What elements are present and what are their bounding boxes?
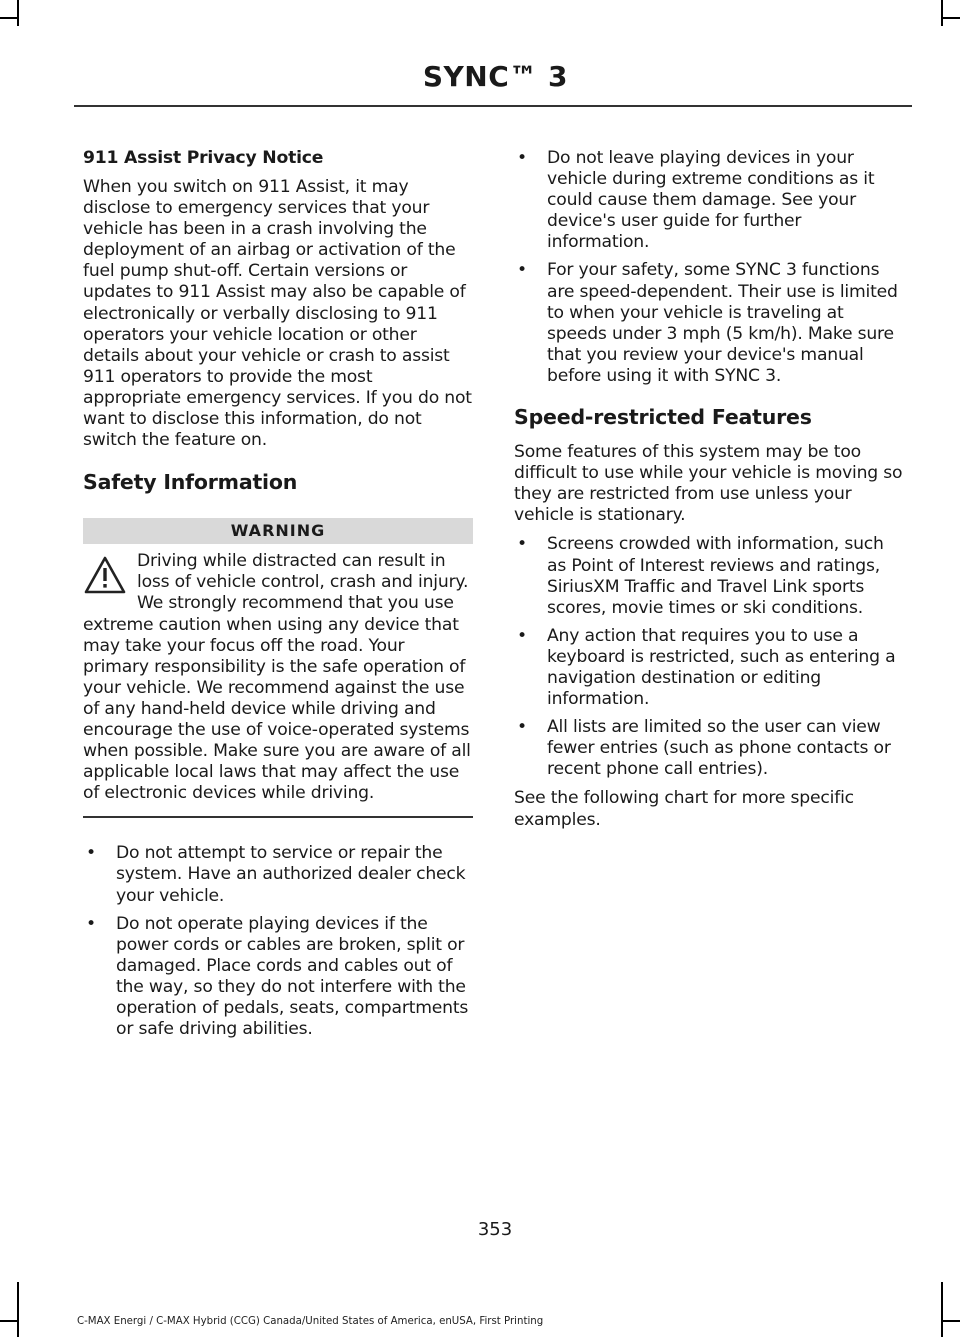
warning-bottom-rule [83, 816, 473, 818]
right-column [514, 148, 908, 831]
list-item: • Do not attempt to service or repair the system. Have an authorized dealer check your vehicle. [86, 843, 466, 906]
warning-label: WARNING [83, 518, 473, 544]
closing-paragraph: See the following chart for more specific examples. [514, 788, 854, 830]
header-divider [74, 105, 912, 107]
privacy-notice-heading: 911 Assist Privacy Notice [83, 148, 324, 168]
bullet-glyph: • [517, 534, 527, 555]
speed-restricted-intro: Some features of this system may be too difficult to use while your vehicle is moving so they are restricted from use unless your vehicle is stationary. [514, 442, 903, 526]
crop-mark-top-right [941, 0, 943, 26]
bullet-glyph: • [86, 913, 96, 934]
speed-restricted-heading: Speed-restricted Features [514, 405, 812, 430]
bullet-glyph: • [517, 625, 527, 646]
safety-bullet-list [83, 843, 473, 1040]
device-bullet-list [514, 148, 908, 387]
page-number: 353 [477, 1219, 513, 1240]
list-item: • Any action that requires you to use a keyboard is restricted, such as entering a navigation destination or editing information. [517, 625, 896, 710]
crop-mark-top-left [17, 0, 19, 26]
speed-bullet-list [514, 534, 908, 780]
crop-mark-bottom-left [17, 1282, 19, 1337]
page-header-title: SYNC™ 3 [422, 60, 568, 93]
bullet-glyph: • [517, 148, 527, 168]
bullet-glyph: • [517, 717, 527, 738]
footer-text: C-MAX Energi / C-MAX Hybrid (CCG) Canada/United States of America, enUSA, First Printing [77, 1316, 544, 1327]
safety-information-heading: Safety Information [83, 470, 298, 495]
crop-mark-bottom-right [941, 1282, 943, 1337]
crop-mark-bottom-left-h [0, 1320, 19, 1322]
list-item: • Do not operate playing devices if the power cords or cables are broken, split or damaged. Place cords and cables out of the way, so they do not interfere with the operation of pedals, seats, compartments or safe driving abilities. [86, 913, 469, 1040]
warning-box [83, 518, 473, 818]
warning-triangle-icon [83, 555, 127, 595]
list-item: • Screens crowded with information, such as Point of Interest reviews and ratings, SiriusXM Traffic and Travel Link sports scores, movie times or ski conditions. [517, 534, 884, 618]
bullet-glyph: • [86, 843, 96, 864]
list-item: • For your safety, some SYNC 3 functions are speed-dependent. Their use is limited to when your vehicle is traveling at speeds under 3 mph (5 km/h). Make sure that you review your device's manual before using it with SYNC 3. [517, 260, 898, 386]
warning-text: Driving while distracted can result in loss of vehicle control, crash and injury. We strongly recommend that you use extreme caution when using any device that may take your focus off the road. Your primary responsibility is the safe operation of your vehicle. We recommend against the use of any hand-held device while driving and encourage the use of voice-operated systems when possible. Make sure you are aware of all applicable local laws that may affect the use of electronic devices while driving. [83, 551, 471, 804]
warning-body [83, 551, 473, 804]
left-column [83, 148, 473, 1040]
crop-mark-top-left-h [0, 17, 19, 19]
list-item: • All lists are limited so the user can view fewer entries (such as phone contacts or recent phone call entries). [517, 717, 891, 780]
privacy-notice-body: When you switch on 911 Assist, it may disclose to emergency services that your vehicle has been in a crash involving the deployment of an airbag or activation of the fuel pump shut-off. Certain versions or updates to 911 Assist may also be capable of electronically or verbally disclosing to 911 operators your vehicle location or other details about your vehicle or crash to assist 911 operators to provide the most appropriate emergency services. If you do not want to disclose this information, do not switch the feature on. [83, 177, 472, 451]
crop-mark-bottom-right-h [941, 1320, 960, 1322]
crop-mark-top-right-h [941, 17, 960, 19]
list-item: • Do not leave playing devices in your vehicle during extreme conditions as it could cause them damage. See your device's user guide for further information. [517, 148, 875, 253]
bullet-glyph: • [517, 260, 527, 281]
